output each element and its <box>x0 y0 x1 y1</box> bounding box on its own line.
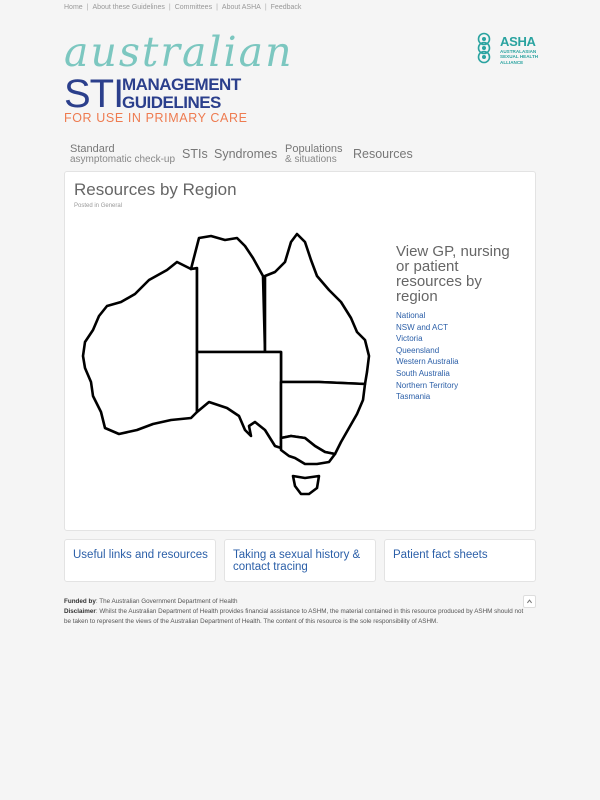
region-link-tasmania[interactable]: Tasmania <box>396 392 431 402</box>
map-region-tasmania[interactable] <box>293 476 319 494</box>
asha-line-2: SEXUAL HEALTH <box>500 54 539 60</box>
nav-populations[interactable] <box>285 144 343 165</box>
logo-line-australian: australian <box>64 28 294 76</box>
top-link-feedback[interactable]: Feedback <box>270 4 302 11</box>
nav-populations-sublabel: & situations <box>285 154 337 165</box>
disclaimer <box>64 607 530 627</box>
top-link-about-guidelines[interactable]: About these Guidelines <box>92 4 165 11</box>
funded-by-text: : The Australian Government Department of Health <box>95 598 238 605</box>
region-list <box>396 310 526 403</box>
card-sexual-history[interactable] <box>224 539 376 582</box>
region-link-victoria[interactable]: Victoria <box>396 334 423 344</box>
card-sexual-history-label: Taking a sexual history & contact tracing <box>233 549 361 573</box>
site-logo[interactable] <box>64 28 294 130</box>
region-link-south-australia[interactable]: South Australia <box>396 368 450 378</box>
separator: | <box>216 4 218 11</box>
asha-line-3: ALLIANCE <box>500 59 524 65</box>
map-region-south-australia[interactable] <box>197 352 281 448</box>
region-link-national[interactable]: National <box>396 311 426 320</box>
region-link-northern-territory[interactable]: Northern Territory <box>396 380 459 390</box>
asha-logo[interactable] <box>472 32 540 66</box>
disclaimer-label: Disclaimer <box>64 608 96 615</box>
card-useful-links-label: Useful links and resources <box>73 549 208 561</box>
card-patient-fact-sheets-label: Patient fact sheets <box>393 549 488 561</box>
disclaimer-text: : Whilst the Australian Department of Health provides financial assistance to ASHM, the material contained in this resource produced by ASHM should not be taken to represent the views of the Australian Department of Health. The content of this resource is the sole responsibility of ASHM. <box>64 608 524 625</box>
nav-populations-label: Populations <box>285 143 343 155</box>
posted-category-link[interactable]: General <box>100 203 123 209</box>
separator: | <box>168 4 171 11</box>
logo-sti: STI <box>64 72 124 116</box>
region-link-queensland[interactable]: Queensland <box>396 345 440 355</box>
card-useful-links[interactable] <box>64 539 216 582</box>
separator: | <box>264 4 267 11</box>
top-link-about-asha[interactable]: About ASHA <box>221 4 261 11</box>
logo-tagline: FOR USE IN PRIMARY CARE <box>64 111 248 125</box>
posted-in <box>74 203 122 209</box>
nav-resources[interactable]: Resources <box>353 147 413 161</box>
page-title: Resources by Region <box>74 180 237 199</box>
content-panel <box>64 171 536 531</box>
region-sidebar <box>396 244 526 403</box>
asha-name: ASHA <box>500 34 536 49</box>
region-link-nsw-act[interactable]: NSW and ACT <box>396 322 449 332</box>
map-region-western-australia[interactable] <box>83 262 197 434</box>
nav-standard[interactable] <box>70 144 175 165</box>
posted-prefix: Posted in <box>74 203 100 209</box>
funded-by-label: Funded by <box>64 598 96 605</box>
asha-line-1: AUSTRALASIAN <box>500 49 537 54</box>
nav-standard-label: Standard <box>70 143 115 155</box>
logo-management: MANAGEMENT <box>122 75 241 94</box>
nav-standard-sublabel: asymptomatic check-up <box>70 154 176 165</box>
region-link-western-australia[interactable]: Western Australia <box>396 357 459 367</box>
top-link-home[interactable]: Home <box>64 4 83 11</box>
asha-emblem-icon <box>472 32 496 64</box>
top-links <box>64 4 301 11</box>
footer <box>64 597 530 627</box>
nav-stis[interactable]: STIs <box>182 147 208 161</box>
map-region-northern-territory[interactable] <box>191 236 265 352</box>
funded-by <box>64 597 530 607</box>
region-heading: View GP, nursing or patient resources by region <box>396 243 510 305</box>
separator: | <box>86 4 89 11</box>
card-patient-fact-sheets[interactable] <box>384 539 536 582</box>
nav-syndromes[interactable]: Syndromes <box>214 147 278 161</box>
logo-guidelines: GUIDELINES <box>122 93 221 112</box>
asha-full-name <box>500 49 538 65</box>
top-link-committees[interactable]: Committees <box>174 4 213 11</box>
australia-map <box>79 232 371 498</box>
